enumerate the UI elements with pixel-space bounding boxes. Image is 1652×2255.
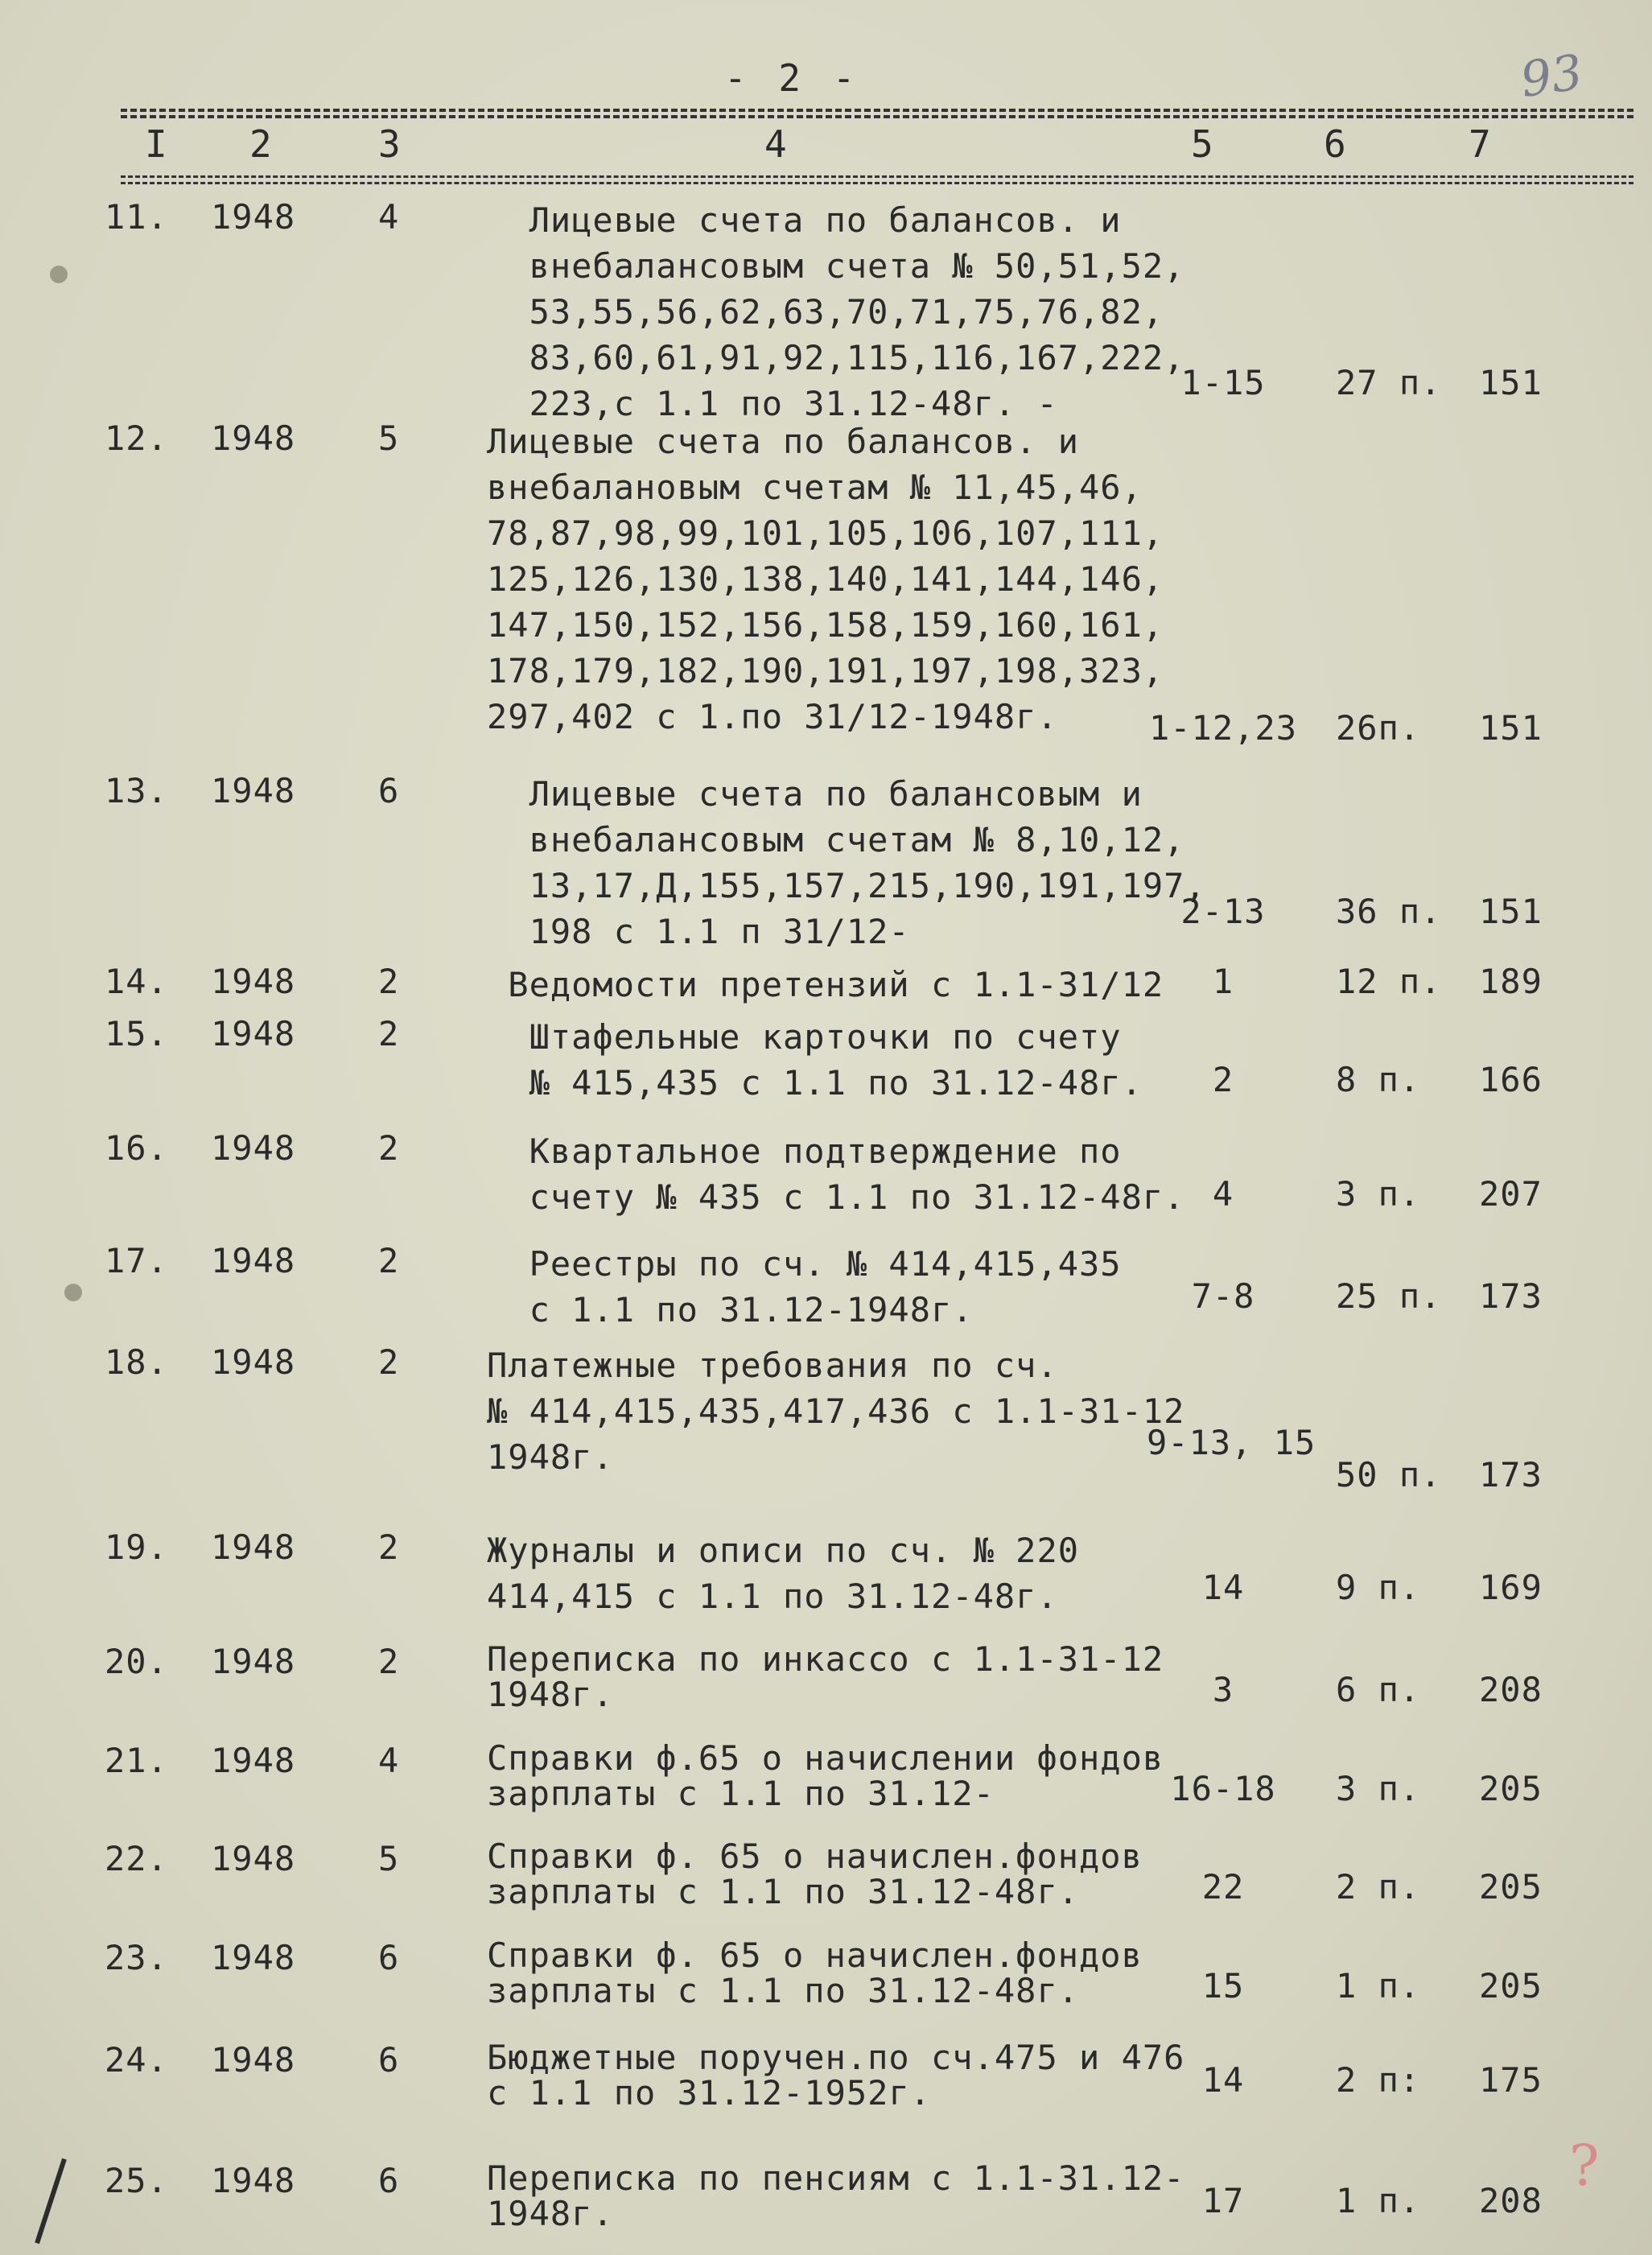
row-col3: 5 xyxy=(378,418,400,458)
row-number: 20. xyxy=(105,1642,168,1681)
row-number: 23. xyxy=(105,1938,168,1977)
row-number: 12. xyxy=(105,418,168,458)
row-col5: 9-13, 15 xyxy=(1147,1423,1316,1462)
col-header-2: 2 xyxy=(249,122,272,166)
row-col5: 2-13 xyxy=(1180,892,1266,931)
row-number: 15. xyxy=(105,1014,168,1053)
row-col5: 17 xyxy=(1201,2181,1245,2220)
row-col5: 15 xyxy=(1201,1966,1245,2006)
row-col5: 1-15 xyxy=(1180,363,1266,402)
row-col3: 4 xyxy=(378,1741,400,1780)
row-number: 21. xyxy=(105,1741,168,1780)
row-year: 1948 xyxy=(211,418,296,458)
row-number: 19. xyxy=(105,1527,168,1567)
row-col6: 36 п. xyxy=(1336,892,1442,931)
row-number: 11. xyxy=(105,197,168,237)
row-col3: 6 xyxy=(378,2040,400,2080)
row-col5: 14 xyxy=(1201,2060,1245,2100)
row-col5: 16-18 xyxy=(1170,1769,1276,1808)
col-header-1: I xyxy=(145,122,167,166)
punch-hole xyxy=(50,266,68,283)
header-rule-top xyxy=(121,109,1633,112)
row-year: 1948 xyxy=(211,1241,296,1280)
row-year: 1948 xyxy=(211,1342,296,1382)
col-header-7: 7 xyxy=(1469,122,1491,166)
header-rule-bottom xyxy=(121,175,1633,178)
row-col5: 2 xyxy=(1212,1060,1234,1099)
pen-stroke-mark xyxy=(35,2158,67,2244)
row-col7: 173 xyxy=(1479,1455,1543,1494)
row-description: Справки ф. 65 о начислен.фондов зарплаты с 1.1 по 31.12-48г. xyxy=(487,1936,1143,2010)
row-col3: 6 xyxy=(378,2161,400,2200)
row-col6: 12 п. xyxy=(1336,962,1442,1001)
row-col5: 4 xyxy=(1212,1174,1234,1214)
row-number: 22. xyxy=(105,1839,168,1878)
row-description: Ведомости претензий с 1.1-31/12 xyxy=(487,965,1164,1004)
archive-sheet-mark: 93 xyxy=(1517,44,1586,109)
row-col7: 166 xyxy=(1479,1060,1543,1099)
row-col5: 22 xyxy=(1201,1867,1245,1907)
row-description: Квартальное подтверждение по счету № 435 с 1.1 по 31.12-48г. xyxy=(529,1132,1185,1217)
row-col6: 2 п: xyxy=(1336,2060,1421,2100)
row-number: 18. xyxy=(105,1342,168,1382)
row-col6: 3 п. xyxy=(1336,1174,1421,1214)
row-description: Штафельные карточки по счету № 415,435 с 1.1 по 31.12-48г. xyxy=(529,1017,1143,1103)
row-year: 1948 xyxy=(211,1839,296,1878)
row-description: Справки ф.65 о начислении фондов зарплаты с 1.1 по 31.12- xyxy=(487,1738,1164,1813)
row-year: 1948 xyxy=(211,1527,296,1567)
row-col5: 1-12,23 xyxy=(1148,708,1297,748)
row-col3: 4 xyxy=(378,197,400,237)
row-col5: 3 xyxy=(1212,1670,1234,1709)
row-col6: 8 п. xyxy=(1336,1060,1421,1099)
row-col7: 207 xyxy=(1479,1174,1543,1214)
row-col7: 205 xyxy=(1479,1966,1543,2006)
row-col3: 2 xyxy=(378,1342,400,1382)
row-col6: 1 п. xyxy=(1336,1966,1421,2006)
row-col3: 2 xyxy=(378,1527,400,1567)
row-col7: 151 xyxy=(1479,892,1543,931)
row-year: 1948 xyxy=(211,1128,296,1168)
row-col5: 14 xyxy=(1201,1568,1245,1607)
row-description: Журналы и описи по сч. № 220 414,415 с 1.1 по 31.12-48г. xyxy=(487,1531,1080,1616)
row-year: 1948 xyxy=(211,2040,296,2080)
row-col6: 3 п. xyxy=(1336,1769,1421,1808)
col-header-3: 3 xyxy=(378,122,401,166)
row-col3: 5 xyxy=(378,1839,400,1878)
row-number: 25. xyxy=(105,2161,168,2200)
row-col3: 2 xyxy=(378,1642,400,1681)
row-col6: 25 п. xyxy=(1336,1276,1442,1316)
col-header-5: 5 xyxy=(1191,122,1213,166)
row-col6: 27 п. xyxy=(1336,363,1442,402)
row-col3: 2 xyxy=(378,1241,400,1280)
row-year: 1948 xyxy=(211,1741,296,1780)
row-col3: 2 xyxy=(378,962,400,1001)
row-year: 1948 xyxy=(211,197,296,237)
row-col7: 205 xyxy=(1479,1867,1543,1907)
row-col5: 1 xyxy=(1212,962,1234,1001)
row-description: Переписка по инкассо с 1.1-31-12 1948г. xyxy=(487,1639,1164,1714)
row-description: Платежные требования по сч. № 414,415,435,417,436 с 1.1-31-12 1948г. xyxy=(487,1346,1185,1477)
row-year: 1948 xyxy=(211,771,296,810)
row-col7: 205 xyxy=(1479,1769,1543,1808)
row-number: 16. xyxy=(105,1128,168,1168)
row-number: 24. xyxy=(105,2040,168,2080)
row-col7: 208 xyxy=(1479,1670,1543,1709)
row-description: Реестры по сч. № 414,415,435 с 1.1 по 31.12-1948г. xyxy=(529,1244,1122,1330)
row-col6: 6 п. xyxy=(1336,1670,1421,1709)
row-col6: 1 п. xyxy=(1336,2181,1421,2220)
row-col3: 6 xyxy=(378,771,400,810)
row-description: Лицевые счета по балансов. и внебалансовым счета № 50,51,52, 53,55,56,62,63,70,71,75,76,82, 83,60,61,91,92,115,116,167,222, 223,с 1.1 по 31.12-48г. - xyxy=(529,200,1185,423)
row-number: 13. xyxy=(105,771,168,810)
header-rule-bottom-2 xyxy=(121,182,1633,184)
row-description: Переписка по пенсиям с 1.1-31.12- 1948г. xyxy=(487,2158,1185,2233)
row-col6: 9 п. xyxy=(1336,1568,1421,1607)
col-header-4: 4 xyxy=(764,122,787,166)
row-col7: 151 xyxy=(1479,363,1543,402)
row-col6: 2 п. xyxy=(1336,1867,1421,1907)
row-col7: 173 xyxy=(1479,1276,1543,1316)
row-col5: 7-8 xyxy=(1191,1276,1255,1316)
page-number: - 2 - xyxy=(724,56,860,100)
row-col7: 208 xyxy=(1479,2181,1543,2220)
row-year: 1948 xyxy=(211,1642,296,1681)
row-col3: 2 xyxy=(378,1128,400,1168)
row-col7: 189 xyxy=(1479,962,1543,1001)
row-description: Лицевые счета по балансовым и внебалансовым счетам № 8,10,12, 13,17,Д,155,157,215,190,191,197, 198 с 1.1 п 31/12- xyxy=(529,774,1206,951)
row-description: Справки ф. 65 о начислен.фондов зарплаты с 1.1 по 31.12-48г. xyxy=(487,1837,1143,1911)
row-year: 1948 xyxy=(211,1938,296,1977)
row-description: Лицевые счета по балансов. и внебалановым счетам № 11,45,46, 78,87,98,99,101,105,106,107,111, 125,126,130,138,140,141,144,146, 147,150,152,156,158,159,160,161, 178,179,182,190,191,197,198,323, 297,402 с 1.по 31/12-1948г. xyxy=(487,422,1164,736)
pencil-question-mark: ? xyxy=(1569,2133,1600,2199)
row-col7: 175 xyxy=(1479,2060,1543,2100)
row-col6: 26п. xyxy=(1336,708,1421,748)
row-col7: 151 xyxy=(1479,708,1543,748)
header-rule-top-2 xyxy=(121,115,1633,118)
row-col3: 2 xyxy=(378,1014,400,1053)
punch-hole xyxy=(64,1284,82,1301)
row-col3: 6 xyxy=(378,1938,400,1977)
col-header-6: 6 xyxy=(1324,122,1346,166)
row-number: 14. xyxy=(105,962,168,1001)
row-year: 1948 xyxy=(211,2161,296,2200)
row-year: 1948 xyxy=(211,1014,296,1053)
row-number: 17. xyxy=(105,1241,168,1280)
row-col7: 169 xyxy=(1479,1568,1543,1607)
row-col6: 50 п. xyxy=(1336,1455,1442,1494)
row-year: 1948 xyxy=(211,962,296,1001)
row-description: Бюджетные поручен.по сч.475 и 476 с 1.1 по 31.12-1952г. xyxy=(487,2038,1185,2113)
